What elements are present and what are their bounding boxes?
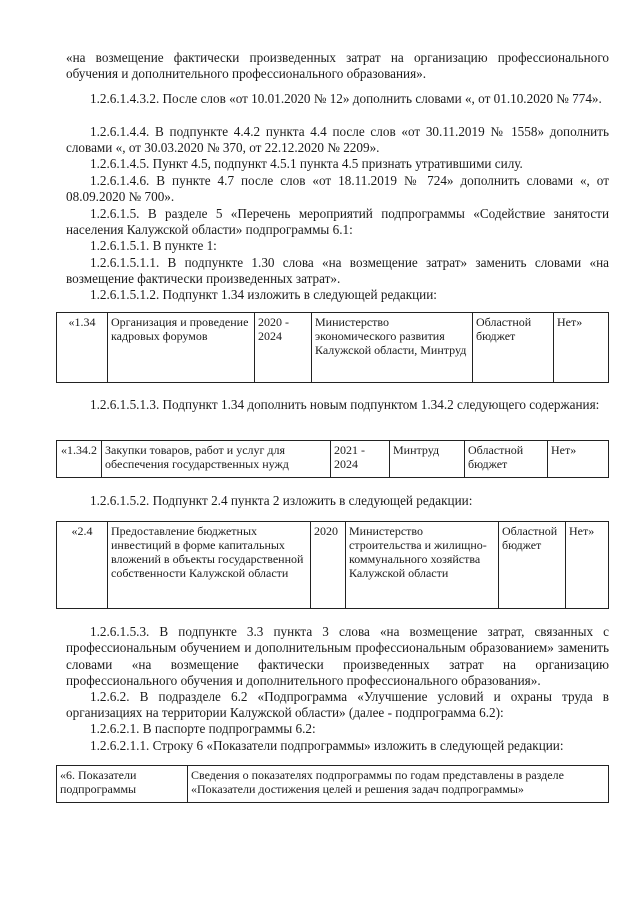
cell-activity: Закупки товаров, работ и услуг для обеспечения государственных нужд xyxy=(102,441,331,478)
paragraph: 1.2.6.1.5.2. Подпункт 2.4 пункта 2 изложить в следующей редакции: xyxy=(90,493,473,508)
paragraph: 1.2.6.1.5.1. В пункте 1: xyxy=(90,238,217,253)
table-indicators-row-6 xyxy=(56,765,609,803)
cell-source: Областной бюджет xyxy=(465,441,548,478)
table-subitem-1-34 xyxy=(56,312,609,383)
cell-number: «2.4 xyxy=(57,522,108,609)
paragraph: 1.2.6.1.4.6. В пункте 4.7 после слов «от 18.11.2019 № 724» дополнить словами «, от 08.09.2020 № 700». xyxy=(66,173,609,205)
paragraph: 1.2.6.1.4.4. В подпункте 4.4.2 пункта 4.4 после слов «от 30.11.2019 № 1558» дополнить словами «, от 30.03.2020 № 370, от 22.12.2020 № 2209». xyxy=(66,124,609,156)
paragraph: 1.2.6.1.5.1.2. Подпункт 1.34 изложить в следующей редакции: xyxy=(90,287,437,302)
cell-label: «6. Показатели подпрограммы xyxy=(57,766,188,803)
table-row xyxy=(57,766,609,803)
paragraph: 1.2.6.2.1.1. Строку 6 «Показатели подпрограммы» изложить в следующей редакции: xyxy=(90,738,564,753)
cell-number: «1.34 xyxy=(57,313,108,383)
paragraph: 1.2.6.2.1. В паспорте подпрограммы 6.2: xyxy=(90,721,316,736)
cell-period: 2020 xyxy=(311,522,346,609)
paragraph: 1.2.6.1.4.3.2. После слов «от 10.01.2020 № 12» дополнить словами «, от 01.10.2020 № 774». xyxy=(90,91,602,106)
cell-amount: Нет» xyxy=(554,313,609,383)
paragraph: 1.2.6.2. В подразделе 6.2 «Подпрограмма «Улучшение условий и охраны труда в организациях на территории Калужской области» (далее - подпрограмма 6.2): xyxy=(66,689,609,721)
paragraph: 1.2.6.1.5.1.1. В подпункте 1.30 слова «на возмещение затрат» заменить словами «на возмещение фактически произведенных затрат». xyxy=(66,255,609,287)
cell-amount: Нет» xyxy=(548,441,609,478)
cell-executor: Минтруд xyxy=(390,441,465,478)
cell-activity: Предоставление бюджетных инвестиций в форме капитальных вложений в объекты государственной собственности Калужской области xyxy=(108,522,311,609)
paragraph: 1.2.6.1.5.1.3. Подпункт 1.34 дополнить новым подпунктом 1.34.2 следующего содержания: xyxy=(90,397,600,412)
cell-period: 2021 - 2024 xyxy=(331,441,390,478)
table-subitem-1-34-2 xyxy=(56,440,609,478)
cell-executor: Министерство экономического развития Калужской области, Минтруд xyxy=(312,313,473,383)
paragraph: 1.2.6.1.4.5. Пункт 4.5, подпункт 4.5.1 пункта 4.5 признать утратившими силу. xyxy=(90,156,523,171)
cell-executor: Министерство строительства и жилищно-коммунального хозяйства Калужской области xyxy=(346,522,499,609)
cell-source: Областной бюджет xyxy=(473,313,554,383)
table-subitem-2-4 xyxy=(56,521,609,609)
cell-number: «1.34.2 xyxy=(57,441,102,478)
table-row xyxy=(57,441,609,478)
cell-value: Сведения о показателях подпрограммы по годам представлены в разделе «Показатели достижения целей и решения задач подпрограммы» xyxy=(188,766,609,803)
cell-period: 2020 - 2024 xyxy=(255,313,312,383)
paragraph: 1.2.6.1.5. В разделе 5 «Перечень мероприятий подпрограммы «Содействие занятости населения Калужской области» подпрограммы 6.1: xyxy=(66,206,609,238)
cell-activity: Организация и проведение кадровых форумов xyxy=(108,313,255,383)
cell-source: Областной бюджет xyxy=(499,522,566,609)
table-row xyxy=(57,313,609,383)
table-row xyxy=(57,522,609,609)
cell-amount: Нет» xyxy=(566,522,609,609)
paragraph: 1.2.6.1.5.3. В подпункте 3.3 пункта 3 слова «на возмещение затрат, связанных с профессиональным обучением и дополнительным профессиональным образованием» заменить словами «на возмещение фактически произведенных затрат на организацию профессионального обучения и дополнительного профессионального образования». xyxy=(66,624,609,688)
paragraph: «на возмещение фактически произведенных затрат на организацию профессионального обучения и дополнительного профессионального образования». xyxy=(66,50,609,82)
